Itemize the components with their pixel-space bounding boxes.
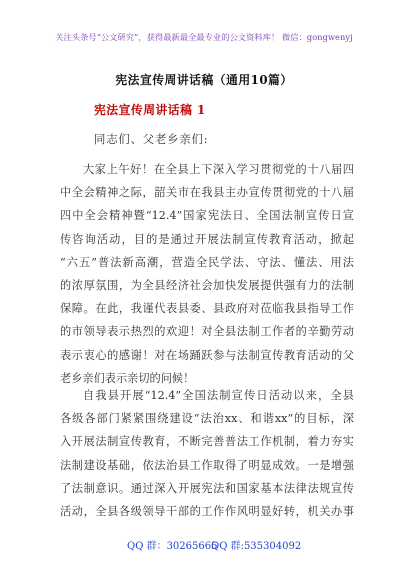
document-title: 宪法宣传周讲话稿（通用10篇） [115, 73, 293, 87]
paragraph-line: “六五”普法新高潮，营造全民学法、守法、懂法、用法 [60, 255, 354, 269]
paragraph-line: 保障。在此，我谨代表县委、县政府对莅临我县指导工作 [60, 302, 354, 316]
paragraph-line: 活动，全县各级领导干部的工作作风明显好转，机关办事 [60, 504, 354, 518]
qq-group-2: QQ 群:535304092 [211, 541, 302, 552]
paragraph-line: 各级各部门紧紧围绕建设“法治xx、和谐xx”的目标，深 [60, 412, 354, 426]
paragraph-2 [60, 384, 354, 523]
paragraph-line: 自我县开展“12.4”全国法制宣传日活动以来，全县 [83, 389, 354, 402]
paragraph-line: 大家上午好！在全县上下深入学习贯彻党的十八届四 [83, 163, 354, 176]
paragraph-line: 老乡亲们表示亲切的问候！ [60, 371, 195, 385]
qq-group-1: QQ 群：30265665 [127, 541, 218, 552]
salutation: 同志们、父老乡亲们: [94, 132, 209, 146]
paragraph-line: 入开展法制宣传教育，不断完善普法工作机制，着力夯实 [60, 435, 354, 449]
header-banner: 关注头条号“公文研究”，获得最新最全最专业的公文资料库！ 微信：gongwenyj [55, 32, 353, 42]
paragraph-line: 了法制意识。通过深入开展宪法和国家基本法律法规宣传 [60, 481, 354, 495]
paragraph-line: 法制建设基础，依法治县工作取得了明显成效。一是增强 [60, 458, 354, 472]
paragraph-line: 中全会精神之际，韶关市在我县主办宣传贯彻党的十八届 [60, 186, 354, 200]
paragraph-line: 的市领导表示热烈的欢迎！对全县法制工作者的辛勤劳动 [60, 325, 354, 339]
paragraph-line: 四中全会精神暨“12.4”国家宪法日、全国法制宣传日宣 [60, 209, 354, 223]
paragraph-line: 传咨询活动，目的是通过开展法制宣传教育活动，掀起 [60, 232, 354, 246]
paragraph-1 [60, 158, 354, 390]
paragraph-line: 的浓厚氛围，为全县经济社会加快发展提供强有力的法制 [60, 278, 354, 292]
paragraph-line: 表示衷心的感谢！对在场踊跃参与法制宣传教育活动的父 [60, 348, 354, 362]
section-heading: 宪法宣传周讲话稿 1 [94, 103, 206, 117]
